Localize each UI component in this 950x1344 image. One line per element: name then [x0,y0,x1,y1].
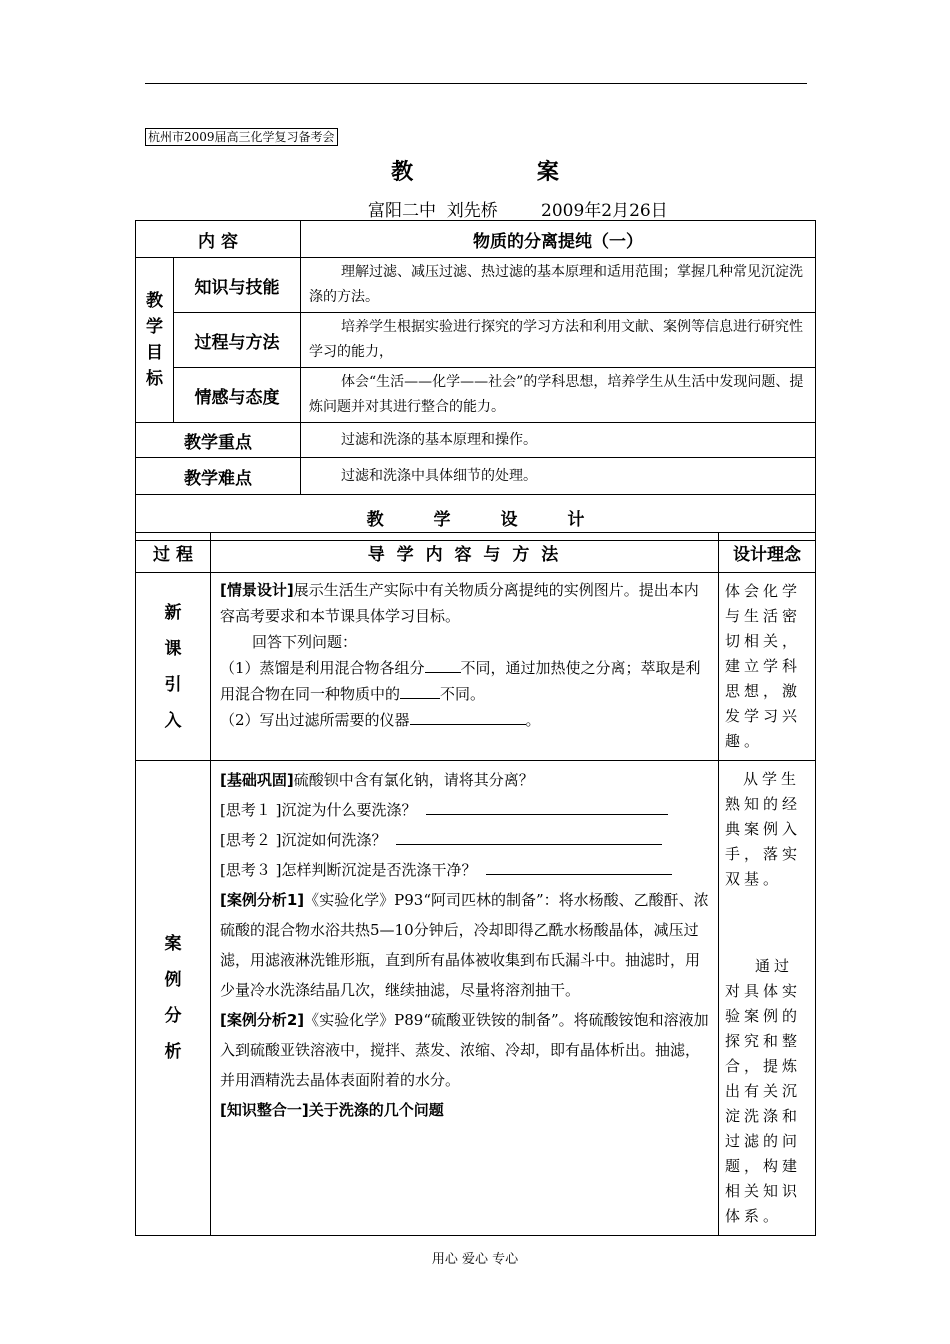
header-concept: 设计理念 [719,533,816,573]
case1-text: 《实验化学》P93“阿司匹林的制备”：将水杨酸、乙酸酐、浓硫酸的混合物水浴共热5—10分钟后，冷却即得乙酰水杨酸晶体，减压过滤，用滤液淋洗锥形瓶，直到所有晶体被收集到布氏漏斗中。抽滤时，用少量冷水洗涤结晶几次，继续抽滤，尽量将溶剂抽干。 [220,891,709,999]
answer-line-3[interactable] [486,858,672,875]
answer-line-1[interactable] [426,798,668,815]
header-rule [145,83,807,84]
scenario-text: 展示生活生产实际中有关物质分离提纯的实例图片。提出本内容高考要求和本节课具体学习目标。 [220,581,699,625]
basic-tag: [基础巩固] [220,771,294,789]
concept-case: 从学生熟知的经典案例入手，落实双基。 通过对具体实验案例的探究和整合，提炼出有关沉淀洗涤和过滤的问题，构建相关知识体系。 [719,761,816,1236]
content-label: 内 容 [136,221,301,258]
stage-intro: 新 课 引 入 [136,573,211,761]
answer-prompt: 回答下列问题： [252,633,358,651]
header-process: 过 程 [136,533,211,573]
design-heading: 教 学 设 计 [136,495,816,541]
case2-tag: [案例分析2] [220,1011,305,1029]
page-title: 教 案 [391,159,617,185]
blank-3[interactable] [410,708,526,725]
content-value: 物质的分离提纯（一） [301,221,816,258]
case-content [211,761,719,1236]
footer-motto: 用心 爱心 专心 [431,1252,519,1267]
author-line: 富阳二中 刘先桥 2009年2月26日 [368,201,668,221]
difficulty-label: 教学难点 [136,458,301,495]
conference-label: 杭州市2009届高三化学复习备考会 [145,128,338,146]
goal-text-knowledge: 理解过滤、减压过滤、热过滤的基本原理和适用范围；掌握几种常见沉淀洗涤的方法。 [301,258,816,313]
objectives-table [135,220,816,541]
case2-text: 《实验化学》P89“硫酸亚铁铵的制备”。将硫酸铵饱和溶液加入到硫酸亚铁溶液中，搅拌、蒸发、浓缩、冷却，即有晶体析出。抽滤，并用酒精洗去晶体表面附着的水分。 [220,1011,709,1089]
integration-tag: [知识整合一] [220,1101,309,1119]
difficulty-text: 过滤和洗涤中具体细节的处理。 [301,458,816,495]
think-2: [思考２ ]沉淀如何洗涤？ [220,825,712,855]
goal-label-knowledge: 知识与技能 [174,258,301,313]
answer-line-2[interactable] [396,828,662,845]
goal-group-label: 教 学 目 标 [136,258,174,423]
scenario-tag: [情景设计] [220,581,294,599]
concept-intro: 体会化学与生活密切相关，建立学科思想，激发学习兴趣。 [719,573,816,761]
question-2: （2）写出过滤所需要的仪器 。 [220,707,712,733]
key-point-label: 教学重点 [136,423,301,458]
key-point-text: 过滤和洗涤的基本原理和操作。 [301,423,816,458]
stage-case: 案 例 分 析 [136,761,211,1236]
header-method: 导 学 内 容 与 方 法 [211,533,719,573]
goal-text-attitude: 体会“生活——化学——社会”的学科思想，培养学生从生活中发现问题、提炼问题并对其进行整合的能力。 [301,368,816,423]
question-1: （1）蒸馏是利用混合物各组分 不同，通过加热使之分离；萃取是利用混合物在同一种物质中的 不同。 [220,655,712,707]
intro-content [211,573,719,761]
blank-1[interactable] [425,656,461,673]
blank-2[interactable] [400,682,440,699]
think-1: [思考１ ]沉淀为什么要洗涤？ [220,795,712,825]
integration-text: 关于洗涤的几个问题 [308,1101,444,1119]
basic-text: 硫酸钡中含有氯化钠，请将其分离？ [293,771,534,789]
think-3: [思考３ ]怎样判断沉淀是否洗涤干净？ [220,855,712,885]
case1-tag: [案例分析1] [220,891,305,909]
design-table [135,532,816,1236]
goal-label-process: 过程与方法 [174,313,301,368]
goal-label-attitude: 情感与态度 [174,368,301,423]
goal-text-process: 培养学生根据实验进行探究的学习方法和利用文献、案例等信息进行研究性学习的能力， [301,313,816,368]
